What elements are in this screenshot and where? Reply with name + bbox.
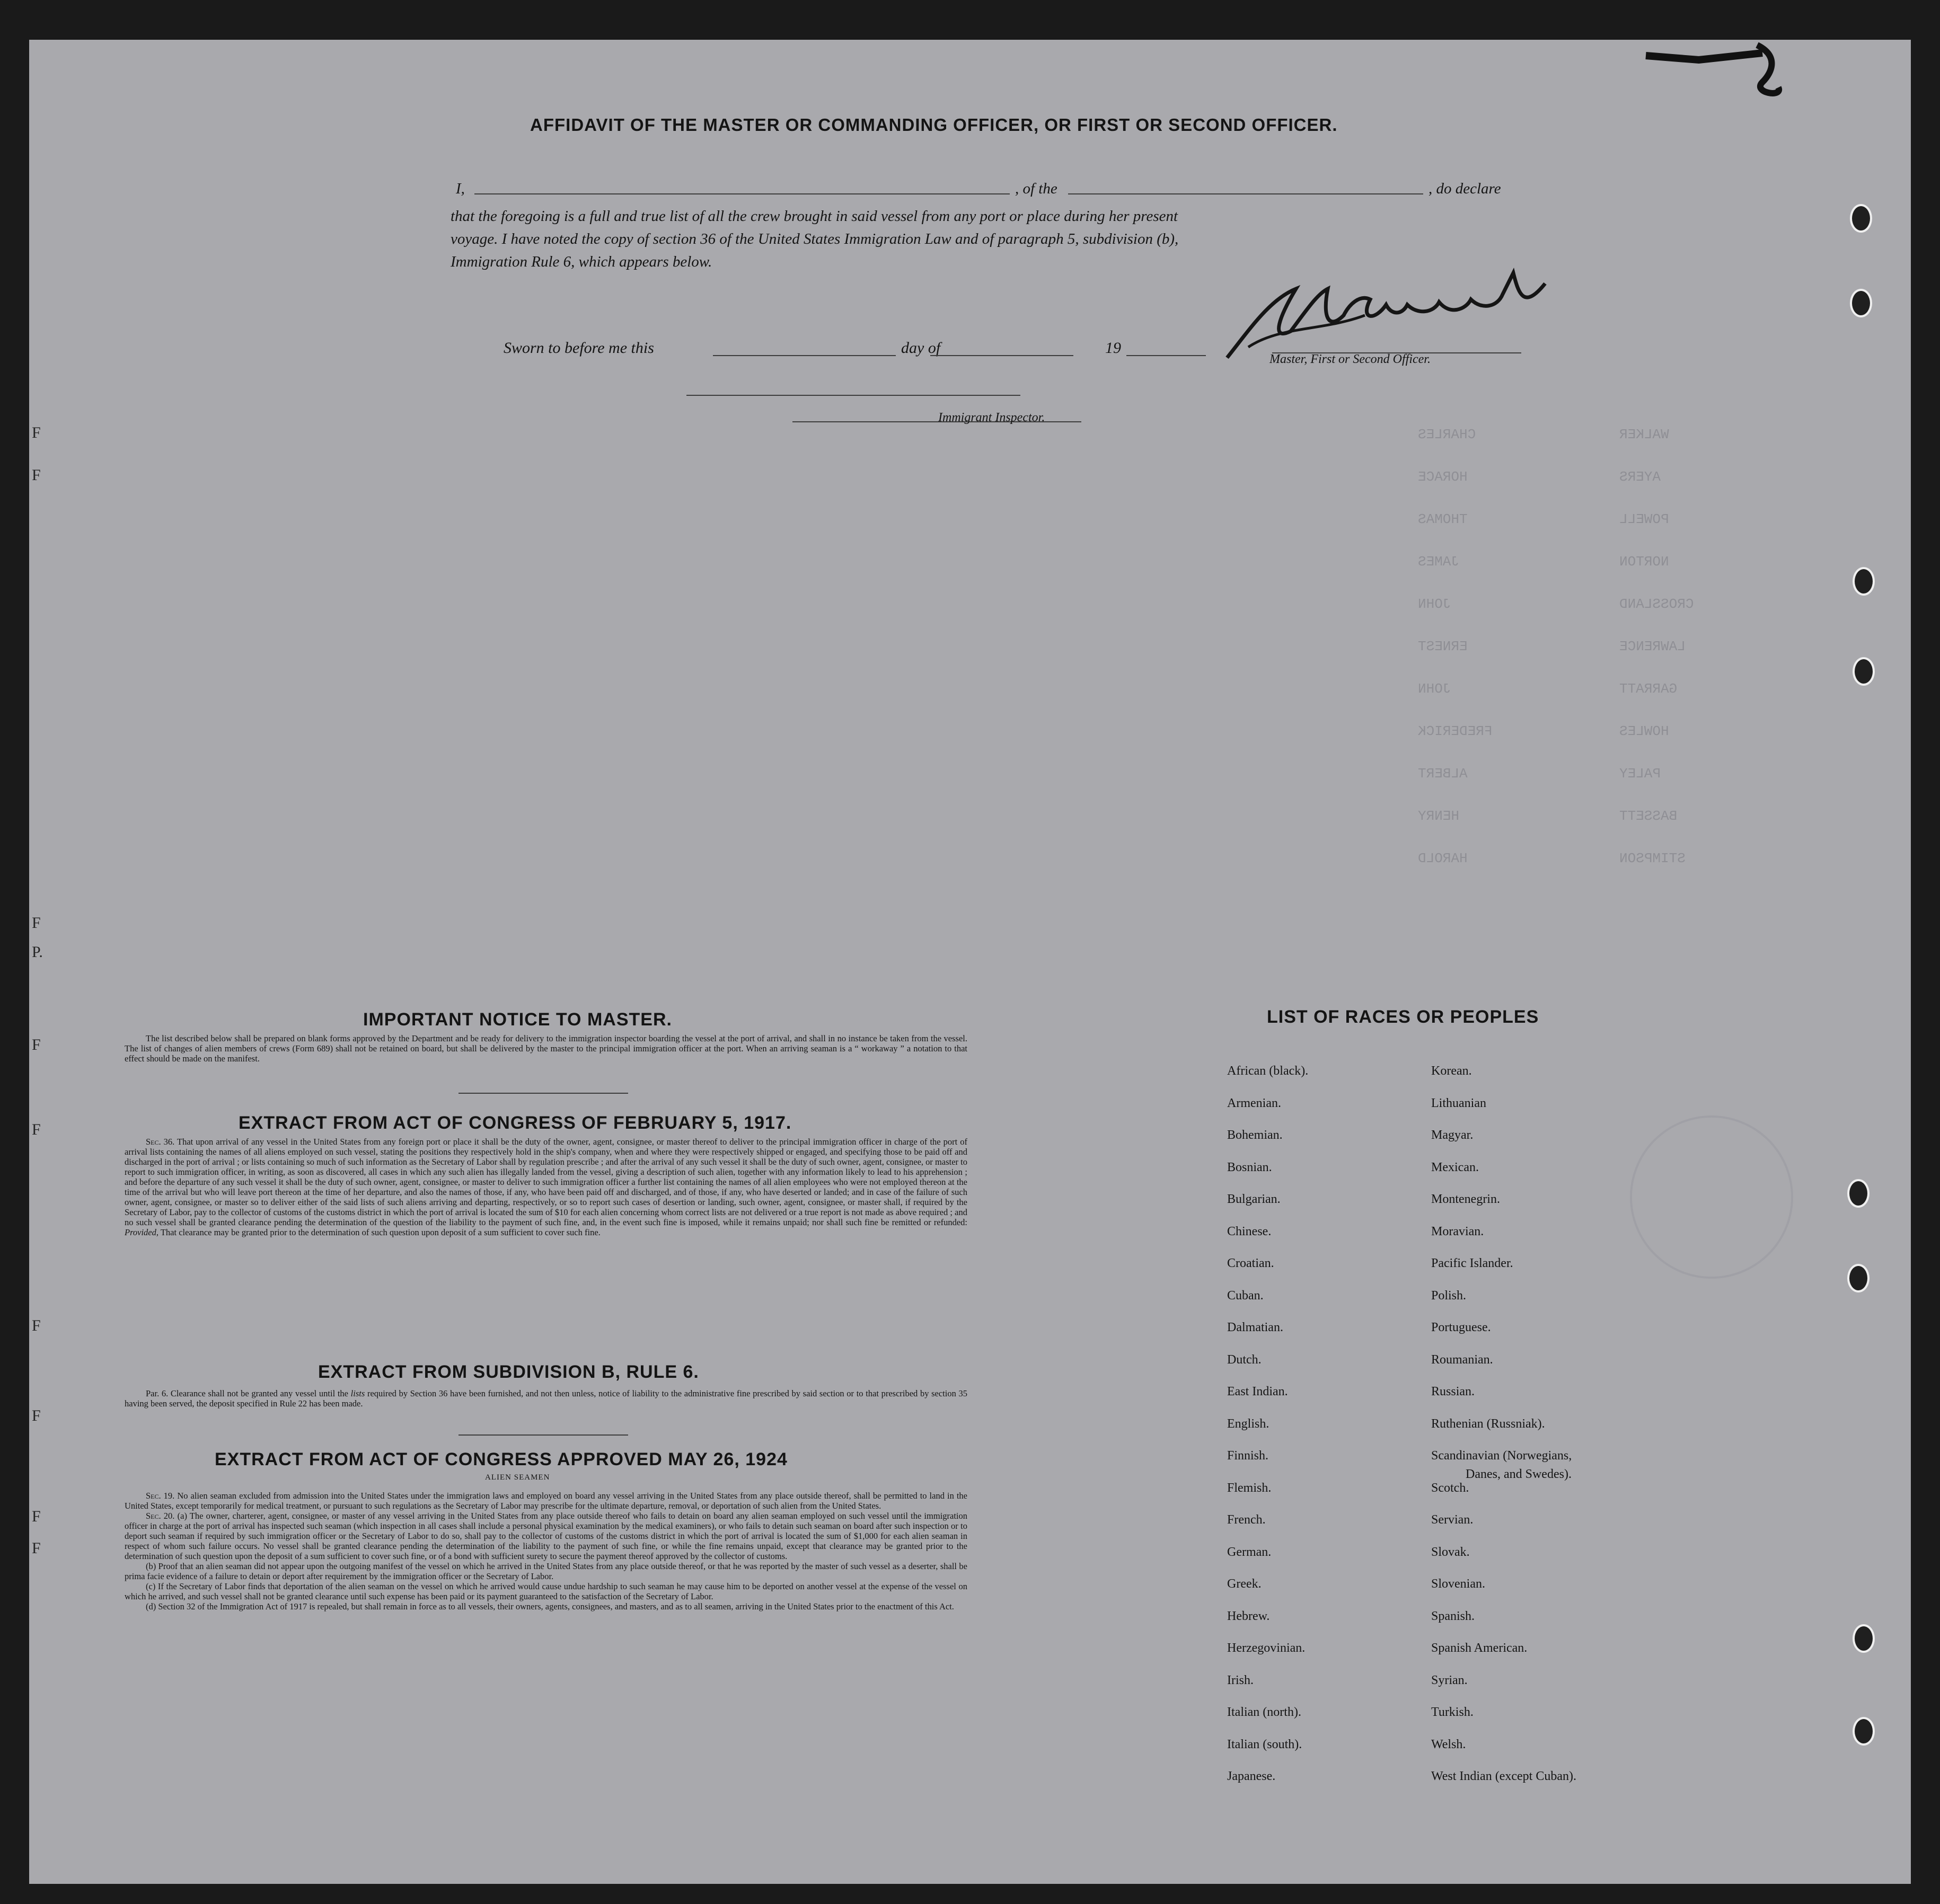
vessel-blank-line <box>1068 193 1423 194</box>
race-item: Spanish. <box>1431 1609 1475 1623</box>
section-label: Sec. 36. <box>146 1137 175 1147</box>
ghost-first-name: HENRY <box>1418 808 1460 824</box>
name-blank-line <box>474 193 1010 194</box>
officer-signature <box>1216 252 1577 368</box>
race-item: Portuguese. <box>1431 1321 1491 1334</box>
ghost-name: STIMPSON <box>1619 851 1686 866</box>
sec20b-text: (b) Proof that an alien seaman did not appear upon the outgoing manifest of the vessel on which he arrived in the United States from any place outside thereof, or that he was reported by the master of such vessel as a deserter, shall be prima facie evidence of a failure to detain or deport after requirement by the immigration officer or the Secretary of Labor. <box>125 1561 967 1581</box>
extract-1917-title: EXTRACT FROM ACT OF CONGRESS OF FEBRUARY 5, 1917. <box>239 1113 792 1133</box>
race-item: Welsh. <box>1431 1737 1466 1751</box>
sec20d-paragraph <box>125 1601 967 1611</box>
race-item: West Indian (except Cuban). <box>1431 1769 1576 1783</box>
affidavit-title: AFFIDAVIT OF THE MASTER OR COMMANDING OFFICER, OR FIRST OR SECOND OFFICER. <box>530 115 1338 135</box>
race-item: Roumanian. <box>1431 1352 1493 1367</box>
provided-word: Provided, <box>125 1227 158 1237</box>
race-item: Herzegovinian. <box>1227 1641 1306 1655</box>
year-blank-line <box>1126 355 1206 356</box>
ghost-name: POWELL <box>1619 511 1669 527</box>
race-item: East Indian. <box>1227 1385 1288 1398</box>
ghost-first-name: JOHN <box>1418 681 1451 697</box>
inspector-top-line <box>686 395 1020 396</box>
day-blank-line <box>713 355 896 356</box>
divider <box>458 1434 628 1436</box>
sec20a-paragraph <box>125 1511 967 1561</box>
sec20a-text: (a) The owner, charterer, agent, consignee, or master of any vessel arriving in the United States from any place outside thereof who fails to detain on board any alien seaman employed on such vessel until the immigration officer in charge at the port of arrival has inspected such seaman (which inspection in all cases shall include a personal physical examination by the medical examiners), or who fails to detain such seaman on board after such inspection or to deport such seaman if required by such immigration officer or the Secretary of Labor to do so, shall pay to the collector of customs of the customs district in which the port of arrival is located the sum of $1,000 for each alien seaman in respect of whom such failure occurs. No vessel shall be granted clearance pending the determination of the liability to the payment of such fine, or while the fine remains unpaid, except that clearance may be granted prior to the determination of such question upon the deposit of a sum sufficient to cover such fine, or of a bond with sufficient surety to secure the payment thereof approved by the collector of customs. <box>125 1511 968 1561</box>
sec19-text: No alien seaman excluded from admission into the United States under the immigration laws and employed on board any vessel arriving in the United States from any place outside thereof, shall be permitted to land in the United States, except temporarily for medical treatment, or pursuant to such regulations as the Secretary of Labor may prescribe for the ultimate departure, removal, or deportation of such alien from the United States. <box>125 1491 967 1511</box>
punch-hole <box>1853 567 1875 596</box>
race-item: Bohemian. <box>1227 1128 1283 1142</box>
ghost-name: PALEY <box>1619 766 1661 782</box>
race-item: Scandinavian (Norwegians, <box>1431 1449 1572 1463</box>
inspector-caption: Immigrant Inspector. <box>938 411 1045 424</box>
ghost-name: GARRATT <box>1619 681 1678 697</box>
race-item: Magyar. <box>1431 1128 1474 1142</box>
sec20d-text: (d) Section 32 of the Immigration Act of 1917 is repealed, but shall remain in force as to all vessels, their owners, agents, consignees, and masters, and as to all seamen, arriving in the United States prior to the enactment of this Act. <box>146 1601 954 1611</box>
race-item: Scotch. <box>1431 1481 1469 1495</box>
race-item: Cuban. <box>1227 1288 1264 1303</box>
section-label: Sec. 20. <box>146 1511 175 1521</box>
race-item: Bulgarian. <box>1227 1192 1281 1206</box>
race-item: French. <box>1227 1513 1266 1527</box>
ghost-first-name: JOHN <box>1418 596 1451 612</box>
extract-1924-title: EXTRACT FROM ACT OF CONGRESS APPROVED MAY 26, 1924 <box>215 1449 788 1469</box>
affidavit-line-2: that the foregoing is a full and true list of all the crew brought in said vessel from any port or place during her present <box>451 208 1178 225</box>
rule6-text-a: Clearance shall not be granted any vessel until the <box>170 1388 348 1398</box>
ghost-first-name: HAROLD <box>1418 851 1468 866</box>
sec19-paragraph <box>125 1491 967 1511</box>
ghost-first-name: CHARLES <box>1418 427 1476 442</box>
month-blank-line <box>930 355 1073 356</box>
race-item: Polish. <box>1431 1288 1467 1303</box>
ghost-name: NORTON <box>1619 554 1669 570</box>
divider <box>458 1093 628 1094</box>
race-item: Montenegrin. <box>1431 1192 1500 1206</box>
race-item: Chinese. <box>1227 1224 1272 1238</box>
race-item: Armenian. <box>1227 1096 1281 1110</box>
punch-hole <box>1853 1624 1875 1653</box>
race-item: Hebrew. <box>1227 1609 1270 1623</box>
race-item: Greek. <box>1227 1577 1262 1591</box>
race-item: Dalmatian. <box>1227 1321 1283 1334</box>
race-item: Italian (south). <box>1227 1737 1302 1751</box>
extract-1917-text: That upon arrival of any vessel in the United States from any foreign port or place it shall be the duty of the owner, agent, consignee, or master thereof to deliver to the principal immigration officer in charge of the port of arrival lists containing the names of all aliens employed on such vessel, stating the positions they respectively hold in the ship's company, when and where they were respectively shipped or engaged, and specifying those to be paid off and discharged in the port of arrival ; or lists containing so much of such information as the Secretary of Labor shall by regulation prescribe ; and after the arrival of any such vessel it shall be the duty of such owner, agent, consignee, or master to report to such immigration officer, in writing, as soon as discovered, all cases in which any such alien has illegally landed from the vessel, giving a description of such alien, together with any information likely to lead to his apprehension ; and before the departure of any such vessel it shall be the duty of such owner, agent, consignee, or master to deliver to such immigration officer a further list containing the names of all alien employees who were not employed thereon at the time of the arrival but who will leave port thereon at the time of her departure, and also the names of those, if any, who have been paid off and discharged, and of those, if any, who have deserted or landed; and in case of the failure of such owner, agent, consignee, or master so to deliver either of the said lists of such aliens arriving and departing, respectively, or so to report such cases of desertion or landing, such owner, agent, consignee, or master shall, if required by the Secretary of Labor, pay to the collector of customs of the customs district in which the port of arrival is located the sum of $10 for each alien concerning whom correct lists are not delivered or a true report is not made as above required ; and no such vessel shall be granted clearance pending the determination of the question of the liability to the payment of such fine, and, in the event such fine is imposed, while it remains unpaid; nor shall such fine be remitted or refunded: <box>125 1137 967 1227</box>
race-item: Turkish. <box>1431 1705 1474 1719</box>
section-label: Sec. 19. <box>146 1491 175 1501</box>
race-item: Mexican. <box>1431 1160 1479 1174</box>
race-item: Syrian. <box>1431 1673 1468 1687</box>
signature-caption: Master, First or Second Officer. <box>1269 352 1431 366</box>
race-item: Irish. <box>1227 1673 1254 1687</box>
extract-1924-body <box>125 1491 967 1611</box>
ghost-name: HOWLES <box>1619 723 1669 739</box>
ghost-first-name: THOMAS <box>1418 511 1468 527</box>
notice-text: The list described below shall be prepared on blank forms approved by the Department and be ready for delivery to the immigration inspector boarding the vessel at the port of arrival, and shall in no instance be taken from the vessel. The list of changes of alien members of crews (Form 689) shall not be retained on board, but shall be delivered by the master to the principal immigration officer at the port. When an arriving seaman is a “ workaway ” a notation to that effect should be made on the manifest. <box>125 1033 967 1064</box>
ghost-name: LAWRENCE <box>1619 639 1686 654</box>
race-item: Ruthenian (Russniak). <box>1431 1416 1545 1431</box>
race-item: Moravian. <box>1431 1224 1484 1238</box>
race-item: Bosnian. <box>1227 1160 1272 1174</box>
ghost-first-name: FREDERICK <box>1418 723 1493 739</box>
ghost-name: CROSSLAND <box>1619 596 1694 612</box>
ghost-name: AYERS <box>1619 469 1661 485</box>
affidavit-line-4: Immigration Rule 6, which appears below. <box>451 253 712 270</box>
ghost-first-name: ERNEST <box>1418 639 1468 654</box>
race-item: Slovak. <box>1431 1545 1470 1559</box>
extract-1917-tail: That clearance may be granted prior to the determination of such question upon deposit of a sum sufficient to cover such fine. <box>160 1227 601 1237</box>
ghost-first-name: JAMES <box>1418 554 1460 570</box>
race-item: Lithuanian <box>1431 1096 1486 1110</box>
embossed-seal <box>1630 1115 1793 1279</box>
paragraph-label: Par. 6. <box>146 1388 169 1398</box>
race-item: English. <box>1227 1416 1269 1431</box>
ghost-first-name: ALBERT <box>1418 766 1468 782</box>
race-item: Dutch. <box>1227 1352 1262 1367</box>
race-item: Flemish. <box>1227 1481 1272 1495</box>
affidavit-of-the: , of the <box>1015 180 1057 197</box>
ghost-name: WALKER <box>1619 427 1669 442</box>
race-item: Italian (north). <box>1227 1705 1301 1719</box>
race-item: Pacific Islander. <box>1431 1256 1513 1270</box>
race-item: Servian. <box>1431 1513 1474 1527</box>
notice-title: IMPORTANT NOTICE TO MASTER. <box>363 1009 672 1030</box>
ghost-name: BASSETT <box>1619 808 1678 824</box>
race-item: Danes, and Swedes). <box>1466 1467 1572 1481</box>
extract-1917-body <box>125 1137 967 1237</box>
extract-rule6-body <box>125 1388 967 1409</box>
race-item: Croatian. <box>1227 1256 1274 1270</box>
punch-hole <box>1847 1179 1870 1208</box>
race-item: Korean. <box>1431 1064 1472 1078</box>
race-item: German. <box>1227 1545 1272 1559</box>
notice-body <box>125 1033 967 1064</box>
day-of-text: day of <box>901 339 941 357</box>
extract-1924-subtitle: ALIEN SEAMEN <box>485 1473 550 1482</box>
race-item: African (black). <box>1227 1064 1309 1078</box>
ghost-first-name: HORACE <box>1418 469 1468 485</box>
punch-hole <box>1847 1264 1870 1292</box>
races-title: LIST OF RACES OR PEOPLES <box>1267 1007 1539 1027</box>
ink-mark-graphic <box>1635 40 1794 103</box>
affidavit-do-declare: , do declare <box>1428 180 1501 197</box>
affidavit-line-3: voyage. I have noted the copy of section 36 of the United States Immigration Law and of paragraph 5, subdivision (b), <box>451 231 1179 247</box>
punch-hole <box>1850 204 1872 233</box>
rule6-text-b: required by Section 36 have been furnished, and not then unless, notice of liability to the administrative fine prescribed by said section or to that prescribed by section 35 having been served, the deposit specified in Rule 22 has been made. <box>125 1388 968 1409</box>
affidavit-i: I, <box>456 180 465 197</box>
manifest-page: WALKER CHARLES AYERS HORACE POWELL THOMAS NORTON JAMES CROSSLAND JOHN LAWRENCE ERNEST GARRATT JOHN HOWLES FREDERICK PALEY ALBERT BASSETT HENRY STIMPSON HAROLD F F F P. F F F F F F AFFIDAVIT OF THE MASTER OR COMMANDING OFFICER, OR FIRST OR SECOND OFFICER. I, , of the , do declare that the foregoing is a full and true list of all the crew brought in said vessel from any port or place during her present voyage. I have noted the copy of section 36 of the United States Immigration Law and of paragraph 5, subdivision (b), Immigration Rule 6, which appears below. Master, First or Second Officer. Sworn to before me this day of 19 Immigrant Inspector. IMPORTANT NOTICE TO MASTER. The list described below shall be prepared on blank forms approved by the Department and be ready for delivery to the immigration inspector boarding the vessel at the port of arrival, and shall in no instance be taken from the vessel. The list of changes of alien members of crews (Form 689) shall not be retained on board, but shall be delivered by the master to the principal immigration officer at the port. When an arriving seaman is a “ workaway ” a notation to that effect should be made on the manifest. EXTRACT FROM ACT OF CONGRESS OF FEBRUARY 5, 1917. Sec. 36. That upon arrival of any vessel in the United States from any foreign port or place it shall be the duty of the owner, agent, consignee, or master thereof to deliver to the principal immigration officer in charge of the port of arrival lists containing the names of all aliens employed on such vessel, stating the positions they respectively hold in the ship's company, when and where they were respectively shipped or engaged, and specifying those to be paid off and discharged in the port of arrival ; or lists containing so much of such information as the Secretary of Labor shall by regulation prescribe ; and after the arrival of any such vessel it shall be the duty of such owner, agent, consignee, or master to report to such immigration officer, in writing, as soon as discovered, all cases in which any such alien has illegally landed from the vessel, giving a description of such alien, together with any information likely to lead to his apprehension ; and before the departure of any such vessel it shall be the duty of such owner, agent, consignee, or master to deliver to such immigration officer a further list containing the names of all alien employees who were not employed thereon at the time of the arrival but who will leave port thereon at the time of her departure, and also the names of those, if any, who have been paid off and discharged, and of those, if any, who have deserted or landed; and in case of the failure of such owner, agent, consignee, or master so to deliver either of the said lists of such aliens arriving and departing, respectively, or so to report such cases of desertion or landing, such owner, agent, consignee, or master shall, if required by the Secretary of Labor, pay to the collector of customs of the customs district in which the port of arrival is located the sum of $10 for each alien concerning whom correct lists are not delivered or a true report is not made as above required ; and no such vessel shall be granted clearance pending the determination of the question of the liability to the payment of such fine, and, in the event such fine is imposed, while it remains unpaid; nor shall such fine be remitted or refunded: Provided, That clearance may be granted prior to the determination of such question upon deposit of a sum sufficient to cover such fine. EXTRACT FROM SUBDIVISION B, RULE 6. Par. 6. Clearance shall not be granted any vessel until the lists required by Section 36 have been furnished, and not then unless, notice of liability to the administrative fine prescribed by said section or to that prescribed by section 35 having been served, the deposit specified in Rule 22 has been made. EXTRACT FROM ACT OF CONGRESS APPROVED MAY 26, 1924 ALIEN SEAMEN Sec. 19. No alien seaman excluded from admission into the United States under the immigration laws and employed on board any vessel arriving in the United States from any place outside thereof, shall be permitted to land in the United States, except temporarily for medical treatment, or pursuant to such regulations as the Secretary of Labor may prescribe for the ultimate departure, removal, or deportation of such alien from the United States. Sec. 20. (a) The owner, charterer, agent, consignee, or master of any vessel arriving in the United States from any place outside thereof who fails to detain on board any alien seaman employed on such vessel until the immigration officer in charge at the port of arrival has inspected such seaman (which inspection in all cases shall include a personal physical examination by the medical examiners), or who fails to detain such seaman on board after such inspection or to deport such seaman if required by such immigration officer or the Secretary of Labor to do so, shall pay to the collector of customs of the customs district in which the port of arrival is located the sum of $1,000 for each alien seaman in respect of whom such failure occurs. No vessel shall be granted clearance pending the determination of the liability to the payment of such fine, or while the fine remains unpaid, except that clearance may be granted prior to the determination of such question upon the deposit of a sum sufficient to cover such fine, or of a bond with sufficient surety to secure the payment thereof approved by the collector of customs. (b) Proof that an alien seaman did not appear upon the outgoing manifest of the vessel on which he arrived in the United States from any place outside thereof, or that he was reported by the master of such vessel as a deserter, shall be prima facie evidence of a failure to detain or deport after requirement by the immigration officer or the Secretary of Labor. (c) If the Secretary of Labor finds that deportation of the alien seaman on the vessel on which he arrived would cause undue hardship to such seaman he may cause him to be deported on another vessel at the expense of the vessel on which he arrived, and such vessel shall not be granted clearance until such expense has been paid or its payment guaranteed to the satisfaction of the Secretary of Labor. (d) Section 32 of the Immigration Act of 1917 is repealed, but shall remain in force as to all vessels, their owners, agents, consignees, and masters, and as to all seamen, arriving in the United States prior to the enactment of this Act. LIST OF RACES OR PEOPLES African (black). Armenian. Bohemian. Bosnian. Bulgarian. Chinese. Croatian. Cuban. Dalmatian. Dutch. East Indian. English. Finnish. Flemish. French. German. Greek. Hebrew. Herzegovinian. Irish. Italian (north). Italian (south). Japanese. Korean. Lithuanian Magyar. Mexican. Montenegrin. Moravian. Pacific Islander. Polish. Portuguese. Roumanian. Russian. Ruthenian (Russniak). Scandinavian (Norwegians, Scotch. Servian. Slovak. Slovenian. Spanish. Spanish American. Syrian. Turkish. Welsh. West Indian (except Cuban). Danes, and Swedes). <box>29 40 1911 1884</box>
race-item: Spanish American. <box>1431 1641 1528 1655</box>
punch-hole <box>1853 657 1875 686</box>
punch-hole <box>1853 1717 1875 1746</box>
lists-word: lists <box>350 1388 365 1398</box>
punch-hole <box>1850 289 1872 317</box>
race-item: Russian. <box>1431 1385 1475 1398</box>
sec20c-text: (c) If the Secretary of Labor finds that deportation of the alien seaman on the vessel on which he arrived would cause undue hardship to such seaman he may cause him to be deported on another vessel at the expense of the vessel on which he arrived, and such vessel shall not be granted clearance until such expense has been paid or its payment guaranteed to the satisfaction of the Secretary of Labor. <box>125 1581 967 1601</box>
race-item: Japanese. <box>1227 1769 1276 1783</box>
race-item: Slovenian. <box>1431 1577 1485 1591</box>
race-item: Finnish. <box>1227 1449 1269 1463</box>
sec20b-paragraph <box>125 1561 967 1581</box>
sec20c-paragraph <box>125 1581 967 1601</box>
extract-rule6-title: EXTRACT FROM SUBDIVISION B, RULE 6. <box>318 1362 699 1382</box>
year-prefix: 19 <box>1105 339 1121 357</box>
sworn-text: Sworn to before me this <box>504 339 654 357</box>
